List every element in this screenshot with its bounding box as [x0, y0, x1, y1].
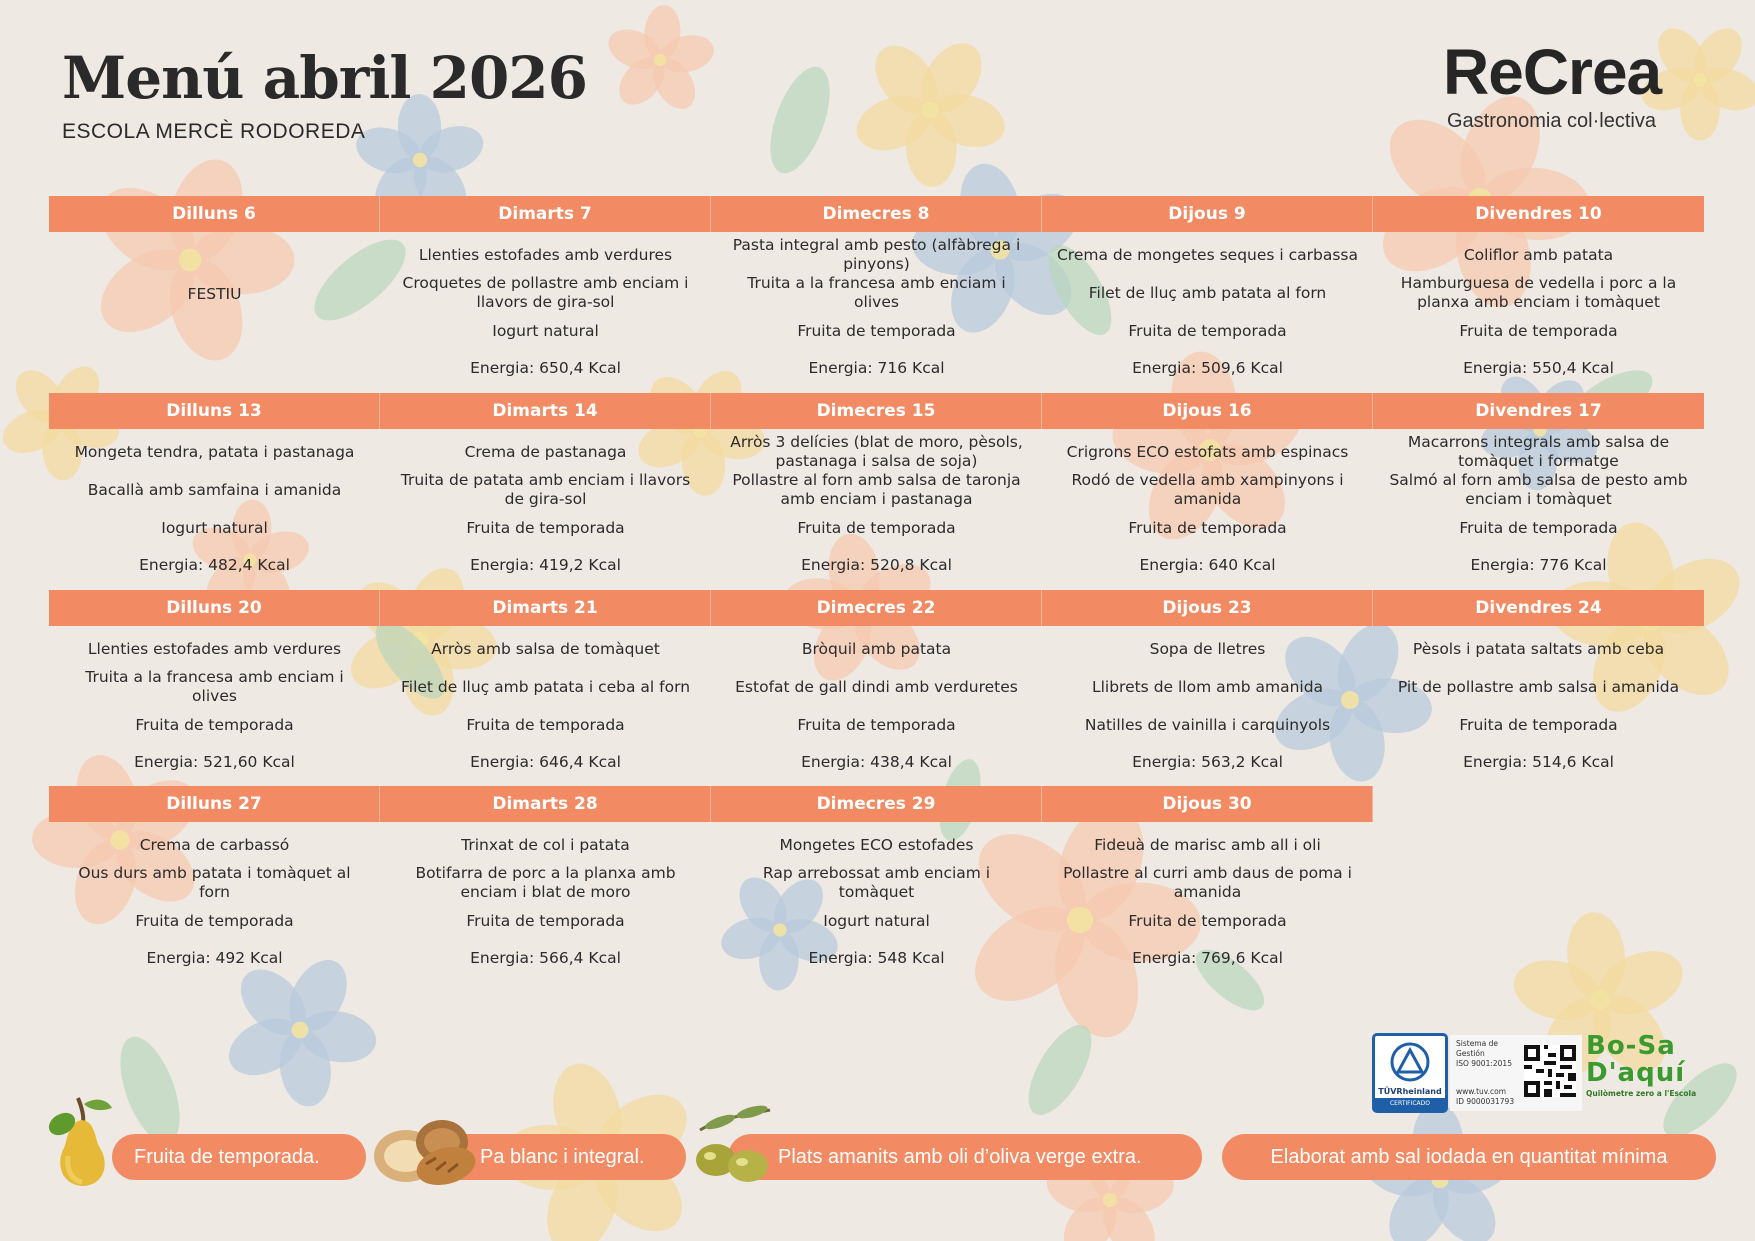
- dessert: Fruita de temporada: [797, 321, 956, 340]
- first-course: Coliflor amb patata: [1463, 245, 1614, 264]
- pear-icon: [38, 1090, 128, 1190]
- day-menu-cell: [49, 429, 380, 583]
- second-course: Rodó de vedella amb xampinyons i amanida: [1071, 471, 1344, 508]
- second-course: Pollastre al forn amb salsa de taronja amb enciam i pastanaga: [732, 471, 1021, 508]
- dessert: Iogurt natural: [823, 911, 930, 930]
- day-menu-cell: [1373, 626, 1704, 780]
- day-header: Divendres 24: [1373, 590, 1704, 626]
- energy-value: Energia: 563,2 Kcal: [1132, 752, 1283, 771]
- day-header: Dilluns 20: [49, 590, 380, 626]
- second-course: Filet de lluç amb patata i ceba al forn: [400, 677, 691, 696]
- day-header: Dimarts 7: [380, 196, 711, 232]
- dessert: Fruita de temporada: [466, 715, 625, 734]
- tuv-certification-badge: [1372, 1033, 1448, 1113]
- dessert: Natilles de vainilla i carquinyols: [1084, 715, 1331, 734]
- brand-tagline: Gastronomia col·lectiva: [1447, 110, 1656, 132]
- energy-value: Energia: 769,6 Kcal: [1132, 948, 1283, 967]
- iso-line: Sistema de: [1456, 1039, 1498, 1048]
- first-course: Crigrons ECO estofats amb espinacs: [1066, 442, 1349, 461]
- energy-value: Energia: 520,8 Kcal: [801, 555, 952, 574]
- day-header: Divendres 10: [1373, 196, 1704, 232]
- first-course: Mongeta tendra, patata i pastanaga: [74, 442, 355, 461]
- first-course: Llenties estofades amb verdures: [418, 245, 673, 264]
- dessert: Fruita de temporada: [135, 715, 294, 734]
- tuv-triangle-icon: [1375, 1040, 1445, 1084]
- first-course: Crema de carbassó: [139, 835, 290, 854]
- day-menu-cell: [1042, 429, 1373, 583]
- day-menu-cell: [711, 822, 1042, 976]
- second-course: Croquetes de pollastre amb enciam i llavors de gira-sol: [402, 274, 689, 311]
- week-header-row: [49, 786, 1704, 822]
- day-header: Dilluns 27: [49, 786, 380, 822]
- quilometre-zero-logo: [1586, 1033, 1712, 1113]
- brand-logo: [1443, 36, 1703, 133]
- week-header-row: [49, 196, 1704, 232]
- day-header: Dijous 16: [1042, 393, 1373, 429]
- second-course: Pit de pollastre amb salsa i amanida: [1397, 677, 1680, 696]
- week-1: [49, 196, 1704, 386]
- iso-id: ID 9000031793: [1456, 1097, 1515, 1106]
- second-course: Truita de patata amb enciam i llavors de gira-sol: [400, 471, 691, 508]
- first-course: Llenties estofades amb verdures: [87, 639, 342, 658]
- second-course: Estofat de gall dindi amb verduretes: [735, 677, 1018, 696]
- energy-value: Energia: 716 Kcal: [808, 358, 945, 377]
- second-course: Truita a la francesa amb enciam i olives: [747, 274, 1006, 311]
- energy-value: Energia: 550,4 Kcal: [1463, 358, 1614, 377]
- energy-value: Energia: 419,2 Kcal: [470, 555, 621, 574]
- day-header: Dimecres 29: [711, 786, 1042, 822]
- energy-value: Energia: 509,6 Kcal: [1132, 358, 1283, 377]
- day-menu-cell: [1373, 429, 1704, 583]
- school-name: ESCOLA MERCÈ RODOREDA: [62, 120, 366, 143]
- empty-day-cell: [1373, 822, 1704, 976]
- first-course: Arròs 3 delícies (blat de moro, pèsols, pastanaga i salsa de soja): [730, 433, 1023, 470]
- dessert: Fruita de temporada: [1459, 518, 1618, 537]
- day-menu-cell: [49, 822, 380, 976]
- week-menu-row: [49, 429, 1704, 583]
- day-menu-cell: [711, 626, 1042, 780]
- leaf-decoration: [758, 59, 841, 181]
- bdq-logo: Bo-Sa D'aquí: [1586, 1031, 1686, 1088]
- dessert: Fruita de temporada: [1128, 321, 1287, 340]
- day-header: Dimarts 21: [380, 590, 711, 626]
- brand-name: ReCrea: [1443, 36, 1662, 108]
- first-course: Pèsols i patata saltats amb ceba: [1412, 639, 1665, 658]
- dessert: Fruita de temporada: [797, 518, 956, 537]
- day-header: Divendres 17: [1373, 393, 1704, 429]
- energy-value: Energia: 482,4 Kcal: [139, 555, 290, 574]
- dessert: Fruita de temporada: [135, 911, 294, 930]
- dessert: Fruita de temporada: [1459, 715, 1618, 734]
- second-course: Bacallà amb samfaina i amanida: [87, 480, 342, 499]
- first-course: Macarrons integrals amb salsa de tomàquet i formatge: [1407, 433, 1670, 470]
- note-seasonal-fruit: [112, 1134, 366, 1180]
- energy-value: Energia: 548 Kcal: [808, 948, 945, 967]
- dessert: Iogurt natural: [161, 518, 268, 537]
- dessert: Fruita de temporada: [797, 715, 956, 734]
- first-course: Crema de pastanaga: [464, 442, 627, 461]
- energy-value: Energia: 521,60 Kcal: [134, 752, 295, 771]
- second-course: Botifarra de porc a la planxa amb enciam i blat de moro: [415, 864, 676, 901]
- day-menu-cell: [711, 429, 1042, 583]
- first-course: Mongetes ECO estofades: [779, 835, 974, 854]
- week-menu-row: [49, 626, 1704, 780]
- second-course: Ous durs amb patata i tomàquet al forn: [78, 864, 351, 901]
- day-header: Dijous 9: [1042, 196, 1373, 232]
- week-menu-row: [49, 232, 1704, 386]
- second-course: Rap arrebossat amb enciam i tomàquet: [762, 864, 991, 901]
- energy-value: Energia: 566,4 Kcal: [470, 948, 621, 967]
- week-2: [49, 393, 1704, 583]
- dessert: Fruita de temporada: [466, 518, 625, 537]
- energy-value: Energia: 646,4 Kcal: [470, 752, 621, 771]
- first-course: Sopa de lletres: [1149, 639, 1266, 658]
- dessert: Iogurt natural: [492, 321, 599, 340]
- dessert: Fruita de temporada: [1459, 321, 1618, 340]
- energy-value: Energia: 514,6 Kcal: [1463, 752, 1614, 771]
- note-iodized-salt: [1222, 1134, 1716, 1180]
- day-header: [1373, 786, 1704, 822]
- bread-icon: [370, 1108, 480, 1188]
- day-header: Dijous 23: [1042, 590, 1373, 626]
- first-course: Arròs amb salsa de tomàquet: [431, 639, 660, 658]
- day-header: Dijous 30: [1042, 786, 1373, 822]
- day-menu-cell: [711, 232, 1042, 386]
- tuv-name: TÜVRheinland: [1378, 1087, 1442, 1096]
- iso-line: Gestión: [1456, 1049, 1485, 1058]
- day-menu-cell: [380, 822, 711, 976]
- day-menu-cell: [1042, 232, 1373, 386]
- week-header-row: [49, 590, 1704, 626]
- day-header: Dimecres 15: [711, 393, 1042, 429]
- week-menu-row: [49, 822, 1704, 976]
- day-menu-cell: [380, 626, 711, 780]
- day-header: Dimarts 28: [380, 786, 711, 822]
- first-course: Fideuà de marisc amb all i oli: [1094, 835, 1321, 854]
- iso-line: ISO 9001:2015: [1456, 1059, 1512, 1068]
- day-menu-cell: [1042, 626, 1373, 780]
- note-label: Plats amanits amb oli d’oliva verge extra.: [778, 1145, 1142, 1168]
- iso-web: www.tuv.com: [1456, 1087, 1507, 1096]
- iso-certification: [1450, 1035, 1582, 1111]
- holiday-cell: FESTIU: [187, 284, 242, 303]
- dessert: Fruita de temporada: [466, 911, 625, 930]
- second-course: Salmó al forn amb salsa de pesto amb enciam i tomàquet: [1389, 471, 1688, 508]
- note-label: Elaborat amb sal iodada en quantitat mínima: [1270, 1145, 1668, 1168]
- energy-value: Energia: 492 Kcal: [146, 948, 283, 967]
- day-menu-cell: [380, 429, 711, 583]
- energy-value: Energia: 640 Kcal: [1139, 555, 1276, 574]
- first-course: Pasta integral amb pesto (alfàbrega i pinyons): [732, 236, 1021, 273]
- week-4: [49, 786, 1704, 976]
- day-menu-cell: [380, 232, 711, 386]
- page-title: Menú abril 2026: [62, 44, 588, 112]
- energy-value: Energia: 650,4 Kcal: [470, 358, 621, 377]
- qr-code-icon: [1524, 1045, 1576, 1097]
- first-course: Crema de mongetes seques i carbassa: [1056, 245, 1359, 264]
- note-olive-oil: [728, 1134, 1202, 1180]
- energy-value: Energia: 776 Kcal: [1470, 555, 1607, 574]
- energy-value: Energia: 438,4 Kcal: [801, 752, 952, 771]
- first-course: Trinxat de col i patata: [461, 835, 630, 854]
- day-header: Dimecres 8: [711, 196, 1042, 232]
- second-course: Filet de lluç amb patata al forn: [1088, 283, 1327, 302]
- tuv-badge: CERTIFICADO: [1375, 1098, 1445, 1110]
- day-menu-cell: [1373, 232, 1704, 386]
- week-3: [49, 590, 1704, 780]
- second-course: Truita a la francesa amb enciam i olives: [85, 668, 344, 705]
- note-label: Pa blanc i integral.: [480, 1145, 645, 1168]
- day-header: Dilluns 13: [49, 393, 380, 429]
- day-header: Dimecres 22: [711, 590, 1042, 626]
- day-header: Dimarts 14: [380, 393, 711, 429]
- certifications: [1372, 1033, 1712, 1113]
- day-menu-cell: [1042, 822, 1373, 976]
- day-header: Dilluns 6: [49, 196, 380, 232]
- week-header-row: [49, 393, 1704, 429]
- olives-icon: [690, 1100, 780, 1190]
- second-course: Llibrets de llom amb amanida: [1091, 677, 1324, 696]
- day-menu-cell: [49, 626, 380, 780]
- bdq-tagline: Quilòmetre zero a l'Escola: [1586, 1089, 1697, 1098]
- second-course: Hamburguesa de vedella i porc a la planxa amb enciam i tomàquet: [1400, 274, 1677, 311]
- second-course: Pollastre al curri amb daus de poma i amanida: [1063, 864, 1352, 901]
- first-course: Bròquil amb patata: [801, 639, 952, 658]
- note-label: Fruita de temporada.: [134, 1145, 320, 1168]
- flower-decoration: [602, 4, 717, 117]
- dessert: Fruita de temporada: [1128, 518, 1287, 537]
- dessert: Fruita de temporada: [1128, 911, 1287, 930]
